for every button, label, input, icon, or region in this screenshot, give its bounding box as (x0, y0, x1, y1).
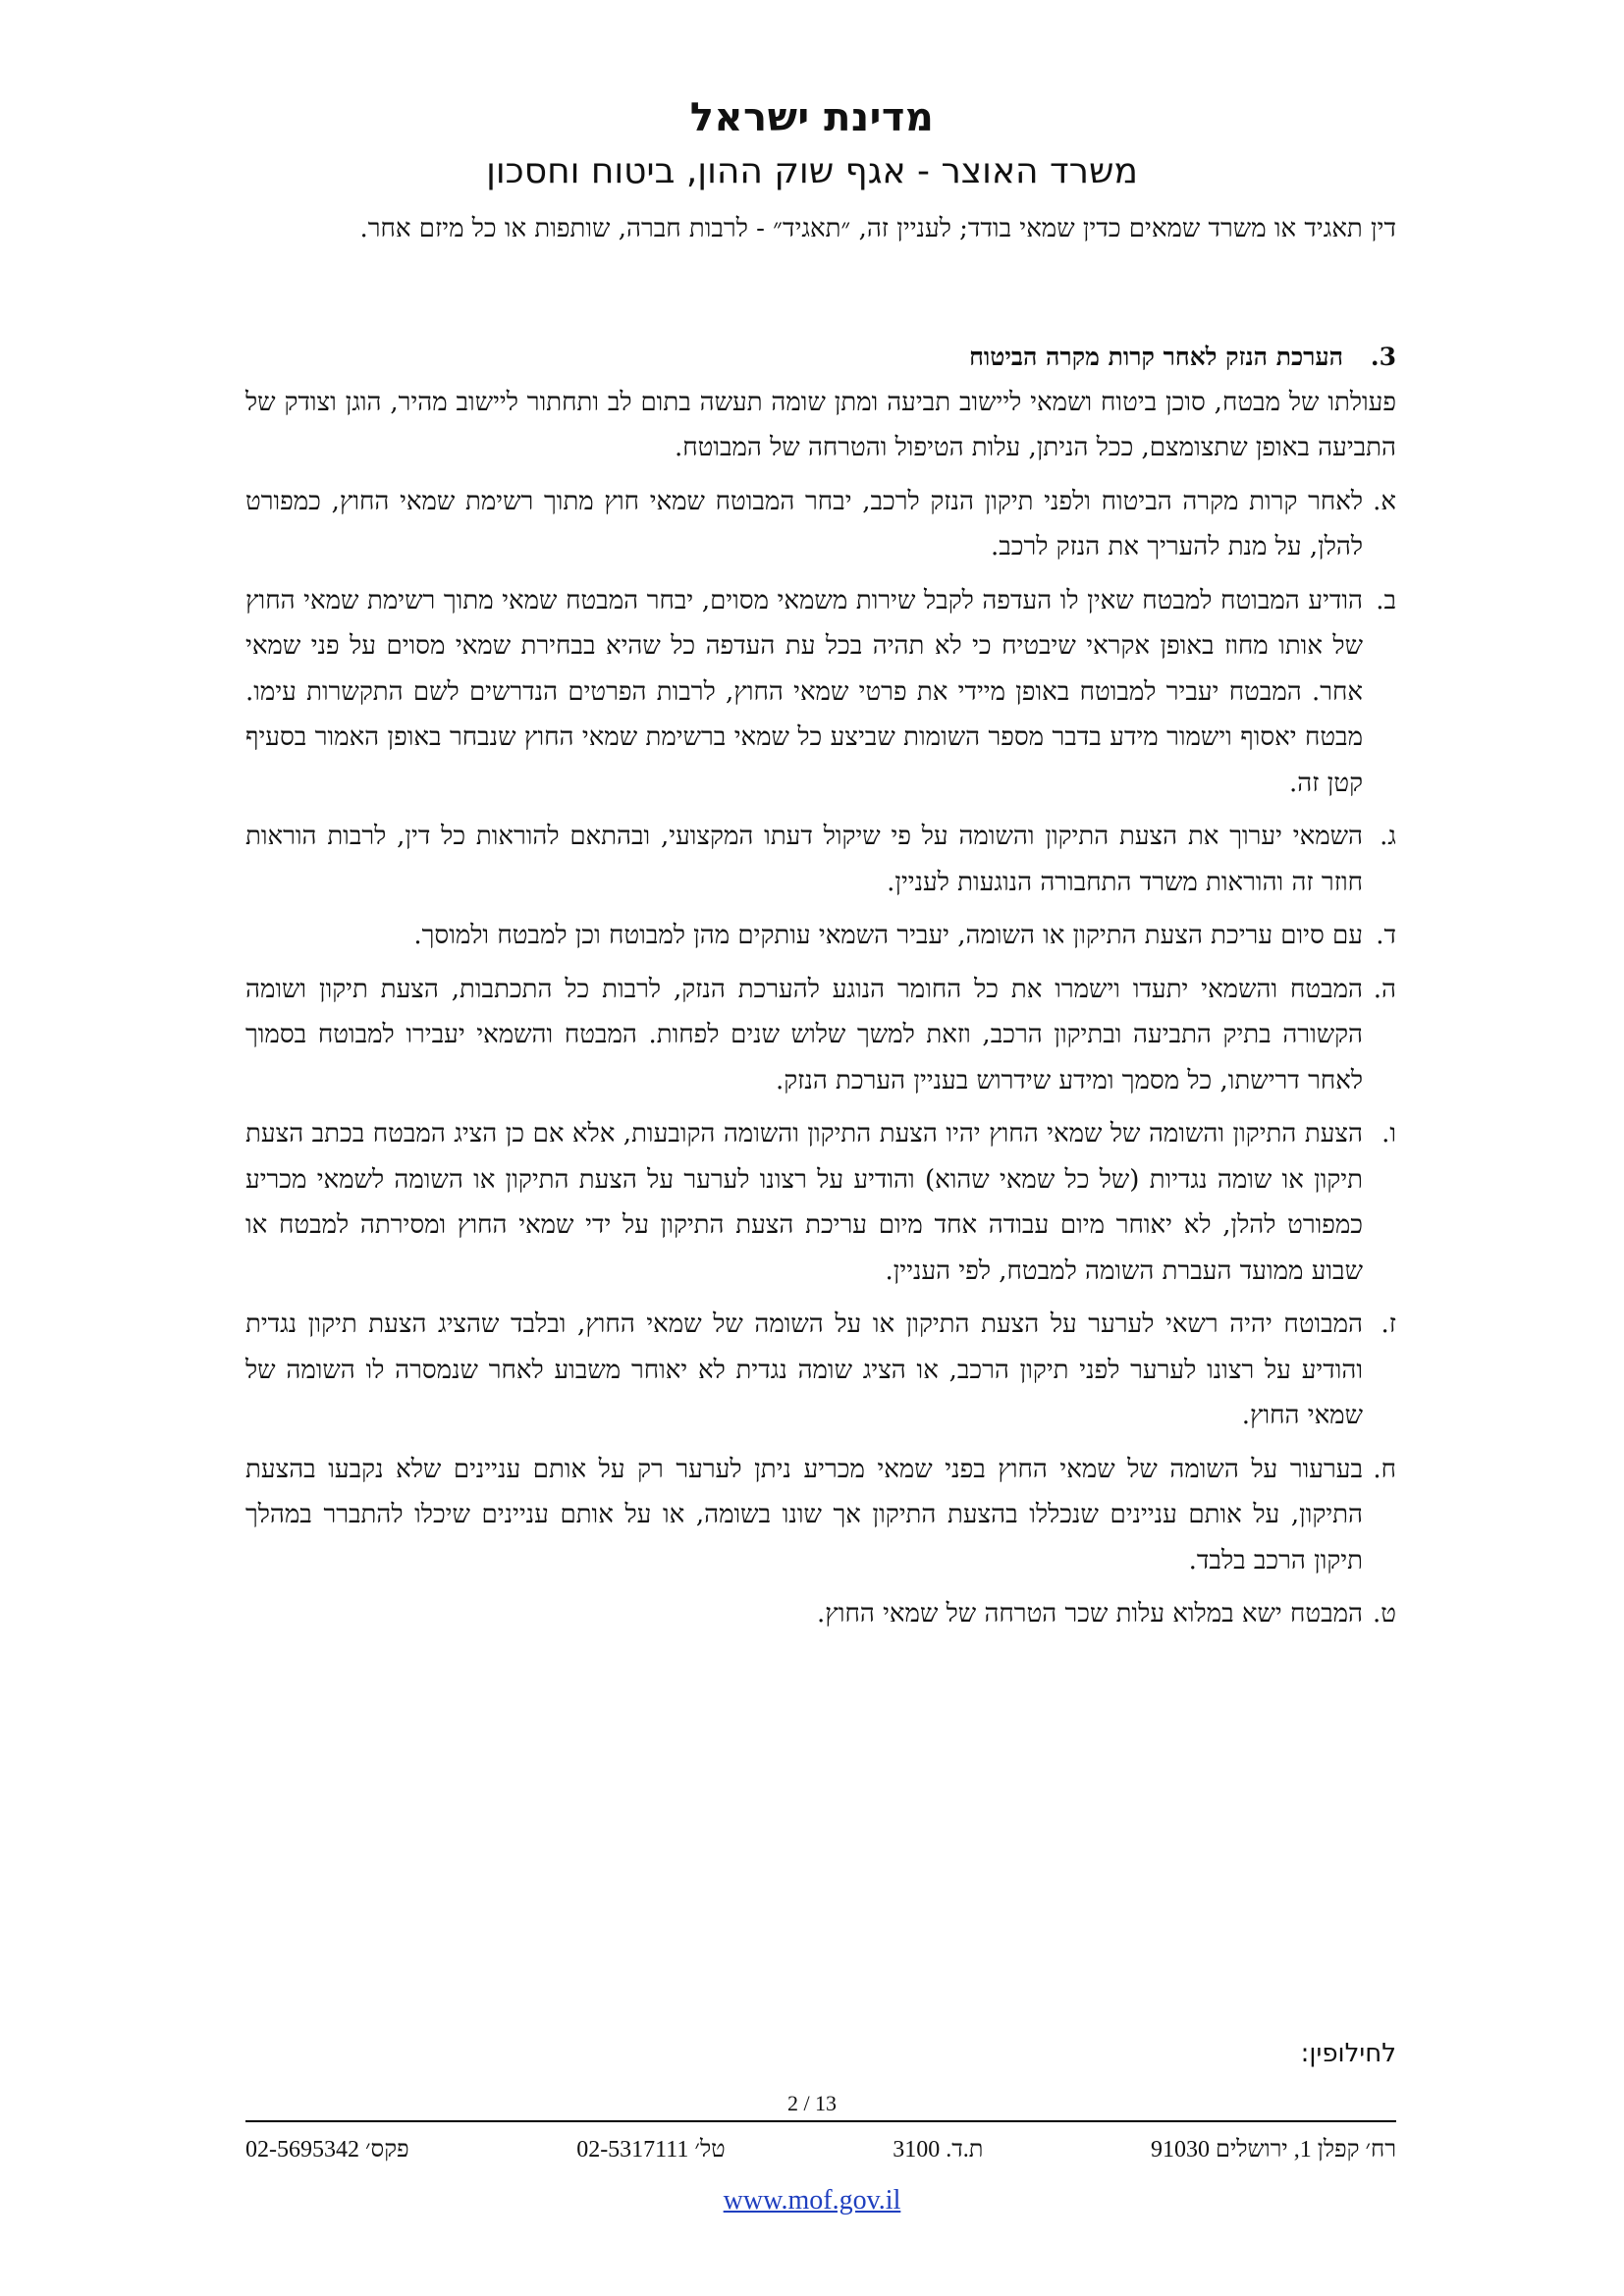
clause-item (245, 1111, 1396, 1294)
clause-marker: ב. (1376, 585, 1396, 615)
website-link[interactable]: www.mof.gov.il (723, 2185, 901, 2216)
clause-text: השמאי יערוך את הצעת התיקון והשומה על פי שיקול דעתו המקצועי, ובהתאם להוראות כל דין, לרבות הוראות חוזר זה והוראות משרד התחבורה הנוגעות לעניין. (245, 822, 1363, 897)
ministry-subtitle: משרד האוצר - אגף שוק ההון, ביטוח וחסכון (486, 151, 1138, 191)
clause-item (245, 1591, 1396, 1637)
clause-text: לאחר קרות מקרה הביטוח ולפני תיקון הנזק לרכב, יבחר המבוטח שמאי חוץ מתוך רשימת שמאי החוץ, כמפורט להלן, על מנת להעריך את הנזק לרכב. (245, 486, 1363, 561)
footer-fax: פקס׳ 02-5695342 (245, 2137, 409, 2163)
clause-text: הודיע המבוטח למבטח שאין לו העדפה לקבל שירות משמאי מסוים, יבחר המבטח שמאי מתוך רשימת שמאי החוץ של אותו מחוז באופן אקראי שיבטיח כי לא תהיה בכל עת העדפה כל שהיא בבחירת שמאי מסוים על פני שמאי אחר. המבטח יעביר למבוטח באופן מיידי את פרטי שמאי החוץ, לרבות הפרטים הנדרשים לשם התקשרות עימו. מבטח יאסוף וישמור מידע בדבר מספר השומות שביצע כל שמאי ברשימת שמאי החוץ שנבחר באופן האמור בסעיף קטן זה. (245, 585, 1363, 798)
clause-text: עם סיום עריכת הצעת התיקון או השומה, יעביר השמאי עותקים מהן למבוטח וכן למבטח ולמוסך. (413, 921, 1363, 950)
clause-item (245, 479, 1396, 570)
clause-marker: ו. (1381, 1119, 1396, 1148)
document-body (245, 206, 1396, 1637)
clause-text: בערעור על השומה של שמאי החוץ בפני שמאי מכריע ניתן לערער רק על אותם עניינים שלא נקבעו בהצעת התיקון, על אותם עניינים שנכללו בהצעת התיקון אך שונו בשומה, או על אותם עניינים שיכלו להתברר במהלך תיקון הרכב בלבד. (245, 1454, 1363, 1575)
clause-text: המבטח ישא במלוא עלות שכר הטרחה של שמאי החוץ. (817, 1599, 1363, 1629)
clause-item (245, 913, 1396, 959)
clause-text: הצעת התיקון והשומה של שמאי החוץ יהיו הצעת התיקון והשומה הקובעות, אלא אם כן הציג המבטח בכתב הצעת תיקון או שומה נגדיות (של כל שמאי שהוא) והודיע על רצונו לערער על הצעת התיקון או השומה לשמאי מכריע כמפורט להלן, לא יאוחר מיום עבודה אחד מיום עריכת הצעת התיקון על ידי שמאי החוץ ומסירתה למבטח או שבוע ממועד העברת השומה למבטח, לפי העניין. (245, 1119, 1363, 1286)
section-number: 3. (1370, 342, 1396, 371)
footer-phone: טל׳ 02-5317111 (576, 2137, 726, 2163)
clause-list (245, 479, 1396, 1637)
footer-pobox: ת.ד. 3100 (893, 2137, 984, 2163)
page-number: 2 / 13 (786, 2091, 838, 2115)
clause-marker: א. (1373, 486, 1396, 516)
clause-text: המבטח והשמאי יתעדו וישמרו את כל החומר הנוגע להערכת הנזק, לרבות כל התכתבות, הצעת תיקון ושומה הקשורה בתיק התביעה ובתיקון הרכב, וזאת למשך שלוש שנים לפחות. המבטח והשמאי יעבירו למבוטח בסמוך לאחר דרישתו, כל מסמך ומידע שידרוש בעניין הערכת הנזק. (245, 974, 1363, 1095)
clause-item (245, 578, 1396, 807)
alternatively-label: לחילופין: (1300, 2039, 1396, 2068)
clause-marker: ה. (1373, 974, 1396, 1004)
section-title: הערכת הנזק לאחר קרות מקרה הביטוח (969, 342, 1343, 371)
clause-item (245, 1302, 1396, 1439)
clause-marker: ח. (1373, 1454, 1396, 1484)
clause-marker: ג. (1380, 822, 1396, 851)
clause-marker: ט. (1373, 1599, 1396, 1629)
clause-item (245, 814, 1396, 905)
footer-street: רח׳ קפלן 1, ירושלים 91030 (1150, 2137, 1396, 2163)
clause-item (245, 967, 1396, 1104)
clause-item (245, 1447, 1396, 1584)
footer-divider (245, 2120, 1396, 2122)
clause-marker: ז. (1380, 1309, 1396, 1339)
letterhead (0, 90, 1624, 198)
continued-paragraph: דין תאגיד או משרד שמאים כדין שמאי בודד; לעניין זה, ״תאגיד״ - לרבות חברה, שותפות או כל מיזם אחר. (359, 214, 1396, 243)
footer-website (0, 2181, 1624, 2220)
footer-contact (245, 2132, 1396, 2167)
section-intro: פעולתו של מבטח, סוכן ביטוח ושמאי ליישוב תביעה ומתן שומה תעשה בתום לב ותחתור ליישוב מהיר, הוגן וצודק של התביעה באופן שתצומצם, ככל הניתן, עלות הטיפול והטרחה של המבוטח. (245, 387, 1396, 462)
section-heading (245, 335, 1396, 380)
clause-text: המבוטח יהיה רשאי לערער על הצעת התיקון או על השומה של שמאי החוץ, ובלבד שהציג הצעת תיקון נגדית והודיע על רצונו לערער לפני תיקון הרכב, או הציג שומה נגדית לא יאוחר משבוע לאחר שנמסרה לו השומה של שמאי החוץ. (245, 1309, 1363, 1430)
clause-marker: ד. (1376, 921, 1396, 950)
country-title: מדינת ישראל (689, 95, 935, 140)
